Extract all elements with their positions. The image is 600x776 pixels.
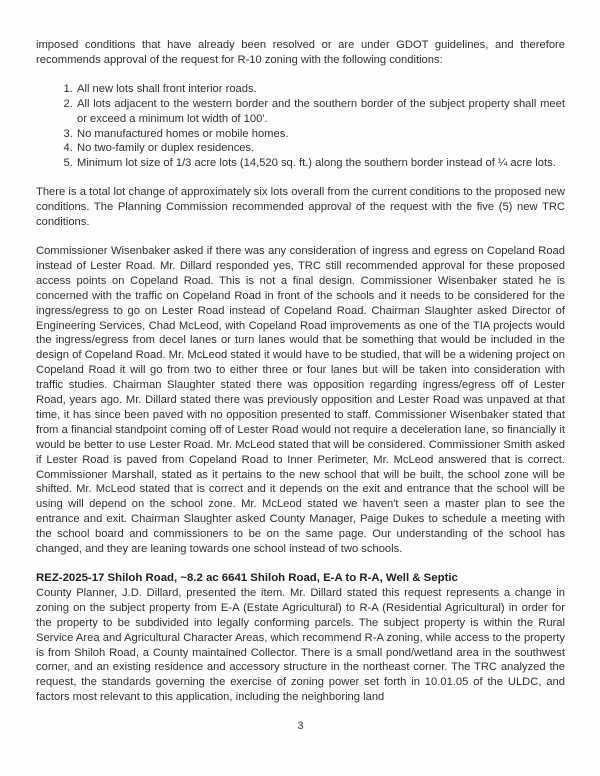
page-number: 3 bbox=[297, 720, 304, 733]
paragraph-lot-change-summary: There is a total lot change of approximately six lots overall from the current conditions to the proposed new conditions. The Planning Commission recommended approval of the request with the five (5) new TRC conditions. bbox=[36, 186, 565, 229]
condition-item: 5. Minimum lot size of 1/3 acre lots (14,520 sq. ft.) along the southern border instead of ¼ acre lots. bbox=[76, 156, 565, 171]
conditions-list bbox=[36, 82, 565, 171]
paragraph-rez-description: County Planner, J.D. Dillard, presented the item. Mr. Dillard stated this request represents a change in zoning on the subject property from E-A (Estate Agricultural) to R-A (Residential Agricultural) in order for the property to be subdivided into legally conforming parcels. The subject property is within the Rural Service Area and Agricultural Character Areas, which recommend R-A zoning, while access to the property is from Shiloh Road, a County maintained Collector. There is a small pond/wetland area in the southwest corner, and an existing residence and accessory structure in the northeast corner. The TRC analyzed the request, the standards governing the exercise of zoning power set forth in 10.01.05 of the ULDC, and factors most relevant to this application, including the neighboring land bbox=[36, 586, 565, 704]
condition-item: 4. No two-family or duplex residences. bbox=[76, 141, 565, 156]
paragraph-intro: imposed conditions that have already been resolved or are under GDOT guidelines, and therefore recommends approval of the request for R-10 zoning with the following conditions: bbox=[36, 39, 565, 66]
condition-item: 1. All new lots shall front interior roads. bbox=[76, 82, 565, 97]
paragraph-commissioner-discussion: Commissioner Wisenbaker asked if there was any consideration of ingress and egress on Copeland Road instead of Lester Road. Mr. Dillard responded yes, TRC still recommended approval for these proposed access points on Copeland Road. This is not a final design. Commissioner Wisenbaker stated he is concerned with the traffic on Copeland Road in front of the schools and it needs to be considered for the ingress/egress to go on Lester Road instead of Copeland Road. Chairman Slaughter asked Director of Engineering Services, Chad McLeod, with Copeland Road improvements as one of the TIA projects would the ingress/egress from decel lanes or turn lanes would that be something that would be included in the design of Copeland Road. Mr. McLeod stated it would have to be studied, that will be a widening project on Copeland Road it will go from two to either three or four lanes but will be taken into consideration with traffic studies. Chairman Slaughter stated there was opposition regarding ingress/egress off of Lester Road, years ago. Mr. Dillard stated there was previously opposition and Lester Road was unpaved at that time, it has since been paved with no opposition presented to staff. Commissioner Wisenbaker stated that from a financial standpoint coming off of Lester Road would not require a deceleration lane, so financially it would be better to use Lester Road. Mr. McLeod stated that will be considered. Commissioner Smith asked if Lester Road is paved from Copeland Road to Inner Perimeter, Mr. McLeod answered that is correct. Commissioner Marshall, stated as it pertains to the new school that will be built, the school zone will be shifted. Mr. McLeod stated that is correct and it depends on the exit and entrance that the school will be using will depend on the school zone. Mr. McLeod stated we haven't seen a master plan to see the entrance and exit. Chairman Slaughter asked County Manager, Paige Dukes to schedule a meeting with the school board and commissioners to be on the same page. Our understanding of the school has changed, and they are leaning towards one school instead of two schools. bbox=[36, 244, 565, 556]
section-heading-rez-2025-17: REZ-2025-17 Shiloh Road, ~8.2 ac 6641 Shiloh Road, E-A to R-A, Well & Septic bbox=[36, 572, 458, 584]
condition-item: 2. All lots adjacent to the western border and the southern border of the subject property shall meet or exceed a minimum lot width of 100'. bbox=[76, 97, 565, 127]
condition-item: 3. No manufactured homes or mobile homes. bbox=[76, 127, 565, 142]
